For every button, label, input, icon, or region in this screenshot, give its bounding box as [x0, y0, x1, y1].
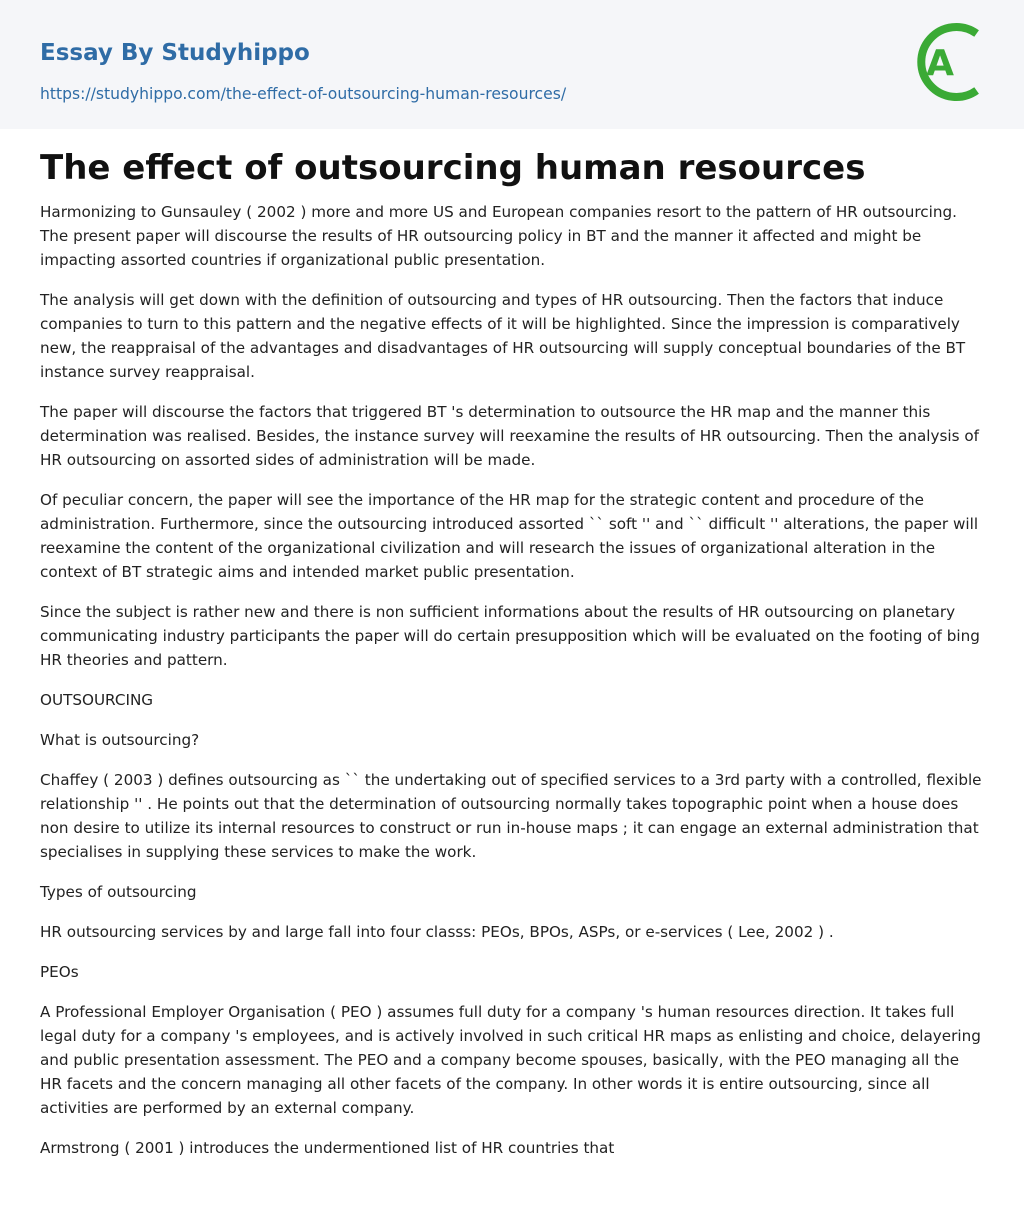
article-paragraph: Of peculiar concern, the paper will see the importance of the HR map for the strategic content and procedure of the administration. Furthermore, since the outsourcing introduced assorted `` soft '' and `` difficult '' alterations, the paper will reexamine the content of the organizational civilization and will research the issues of organizational alteration in the context of BT strategic aims and intended market public presentation. [40, 491, 979, 581]
article-paragraph: A Professional Employer Organisation ( PEO ) assumes full duty for a company 's human resources direction. It takes full legal duty for a company 's employees, and is actively involved in such critical HR maps as enlisting and choice, delayering and public presentation assessment. The PEO and a company become spouses, basically, with the PEO managing all the HR facets and the concern managing all other facets of the company. In other words it is entire outsourcing, since all activities are performed by an external company. [40, 1003, 981, 1117]
article-paragraph: The analysis will get down with the definition of outsourcing and types of HR outsourcing. Then the factors that induce companies to turn to this pattern and the negative effects of it will be highlighted. Since the impression is comparatively new, the reappraisal of the advantages and disadvantages of HR outsourcing will supply conceptual boundaries of the BT instance survey reappraisal. [40, 291, 966, 381]
site-header [0, 0, 1024, 129]
article-paragraph: PEOs [40, 963, 79, 981]
article-url-link[interactable]: https://studyhippo.com/the-effect-of-outsourcing-human-resources/ [40, 85, 567, 103]
article-paragraph: What is outsourcing? [40, 731, 200, 749]
site-title[interactable]: Essay By Studyhippo [40, 40, 310, 66]
article-body [40, 200, 984, 1176]
studyhippo-logo-icon[interactable] [912, 18, 988, 106]
article-paragraph: Harmonizing to Gunsauley ( 2002 ) more and more US and European companies resort to the pattern of HR outsourcing. The present paper will discourse the results of HR outsourcing policy in BT and the manner it affected and might be impacting assorted countries if organizational public presentation. [40, 203, 957, 269]
article-paragraph: OUTSOURCING [40, 691, 154, 709]
article-paragraph: Armstrong ( 2001 ) introduces the undermentioned list of HR countries that [40, 1139, 615, 1157]
article-paragraph: Since the subject is rather new and there is non sufficient informations about the results of HR outsourcing on planetary communicating industry participants the paper will do certain presupposition which will be evaluated on the footing of bing HR theories and pattern. [40, 603, 980, 669]
logo-letter: A [926, 43, 954, 84]
article-paragraph: The paper will discourse the factors that triggered BT 's determination to outsource the HR map and the manner this determination was realised. Besides, the instance survey will reexamine the results of HR outsourcing. Then the analysis of HR outsourcing on assorted sides of administration will be made. [40, 403, 980, 469]
article-paragraph: HR outsourcing services by and large fall into four classs: PEOs, BPOs, ASPs, or e-services ( Lee, 2002 ) . [40, 923, 834, 941]
page-title: The effect of outsourcing human resources [40, 148, 866, 188]
article-paragraph: Chaffey ( 2003 ) defines outsourcing as `` the undertaking out of specified services to a 3rd party with a controlled, flexible relationship '' . He points out that the determination of outsourcing normally takes topographic point when a house does non desire to utilize its internal resources to construct or run in-house maps ; it can engage an external administration that specialises in supplying these services to make the work. [40, 771, 982, 861]
article-paragraph: Types of outsourcing [40, 883, 197, 901]
